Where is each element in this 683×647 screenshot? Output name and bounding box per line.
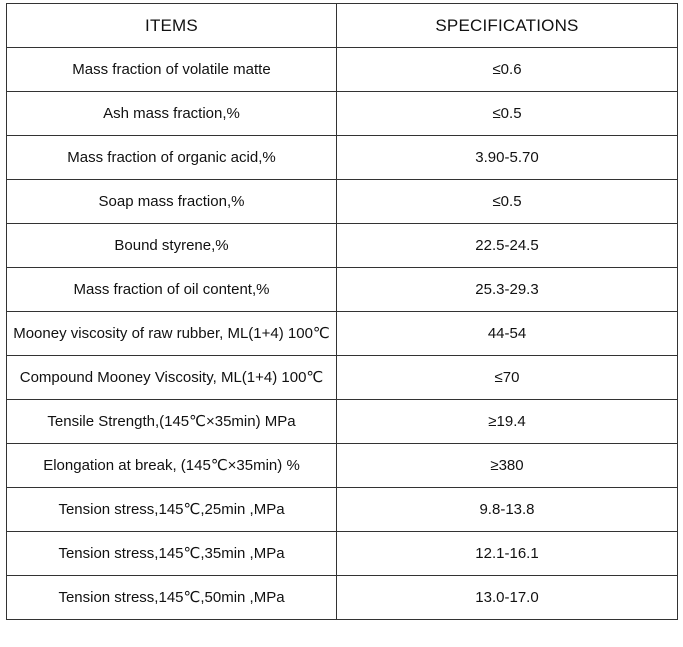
item-cell: Soap mass fraction,% xyxy=(7,180,337,224)
spec-cell: 12.1-16.1 xyxy=(337,532,678,576)
table-row xyxy=(7,400,678,444)
item-cell: Mass fraction of volatile matte xyxy=(7,48,337,92)
spec-cell: 25.3-29.3 xyxy=(337,268,678,312)
item-cell: Tension stress,145℃,25min ,MPa xyxy=(7,488,337,532)
item-cell: Bound styrene,% xyxy=(7,224,337,268)
table-row xyxy=(7,136,678,180)
spec-cell: ≥19.4 xyxy=(337,400,678,444)
table-row xyxy=(7,488,678,532)
table-row xyxy=(7,92,678,136)
item-cell: Mass fraction of oil content,% xyxy=(7,268,337,312)
table-row xyxy=(7,180,678,224)
items-column-header: ITEMS xyxy=(7,4,337,48)
item-cell: Mass fraction of organic acid,% xyxy=(7,136,337,180)
item-cell: Tension stress,145℃,35min ,MPa xyxy=(7,532,337,576)
spec-cell: ≤70 xyxy=(337,356,678,400)
spec-cell: ≤0.6 xyxy=(337,48,678,92)
spec-cell: 3.90-5.70 xyxy=(337,136,678,180)
spec-cell: 22.5-24.5 xyxy=(337,224,678,268)
item-cell: Tensile Strength,(145℃×35min) MPa xyxy=(7,400,337,444)
table-row xyxy=(7,576,678,620)
spec-cell: ≤0.5 xyxy=(337,180,678,224)
table-row xyxy=(7,268,678,312)
item-cell: Mooney viscosity of raw rubber, ML(1+4) 100℃ xyxy=(7,312,337,356)
table-row xyxy=(7,48,678,92)
item-cell: Elongation at break, (145℃×35min) % xyxy=(7,444,337,488)
table-header-row xyxy=(7,4,678,48)
table-row xyxy=(7,312,678,356)
spec-cell: 44-54 xyxy=(337,312,678,356)
spec-cell: 13.0-17.0 xyxy=(337,576,678,620)
table-row xyxy=(7,356,678,400)
spec-cell: ≤0.5 xyxy=(337,92,678,136)
spec-cell: ≥380 xyxy=(337,444,678,488)
item-cell: Compound Mooney Viscosity, ML(1+4) 100℃ xyxy=(7,356,337,400)
item-cell: Ash mass fraction,% xyxy=(7,92,337,136)
table-row xyxy=(7,532,678,576)
table-row xyxy=(7,444,678,488)
spec-cell: 9.8-13.8 xyxy=(337,488,678,532)
specifications-column-header: SPECIFICATIONS xyxy=(337,4,678,48)
specifications-table xyxy=(6,3,678,620)
table-row xyxy=(7,224,678,268)
item-cell: Tension stress,145℃,50min ,MPa xyxy=(7,576,337,620)
